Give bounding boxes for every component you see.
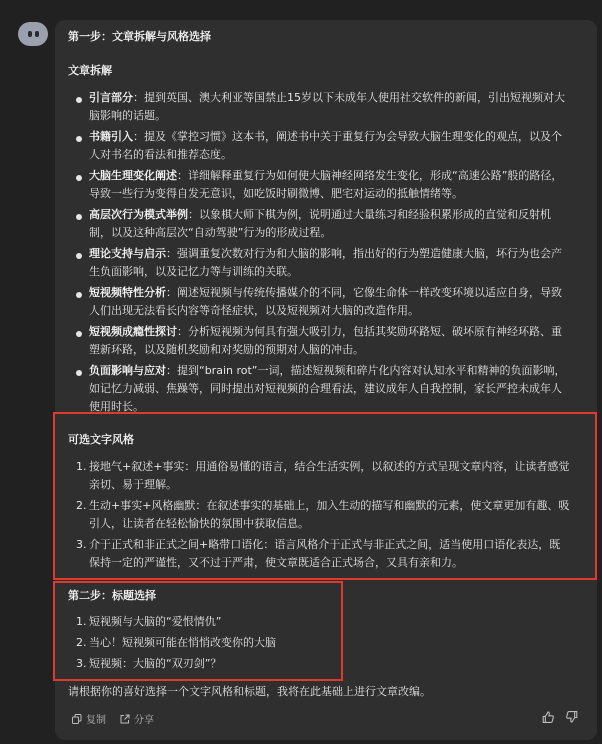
copy-icon bbox=[72, 714, 82, 724]
assistant-avatar bbox=[18, 22, 48, 46]
item-label: 大脑生理变化阐述 bbox=[89, 169, 177, 182]
thumbs-up-icon bbox=[542, 711, 554, 723]
item-text: 导致一些行为变得自发无意识，如吃饭时刷微博、肥宅对运动的抵触情绪等。 bbox=[89, 187, 463, 200]
share-button[interactable] bbox=[120, 711, 154, 726]
thumbs-down-icon bbox=[566, 711, 578, 723]
list-number: 2. bbox=[76, 499, 87, 512]
item-label: 高层次行为模式举例 bbox=[89, 208, 188, 221]
style-text: 保持一定的严谨性，又不过于严肃，使文章既适合正式场合，又具有亲和力。 bbox=[89, 556, 463, 569]
closing-text: 请根据你的喜好选择一个文字风格和标题，我将在此基础上进行文章改编。 bbox=[68, 685, 431, 698]
item-text: ：提到英国、澳大利亚等国禁止15岁以下未成年人使用社交软件的新闻，引出短视频对大 bbox=[133, 91, 565, 104]
title-text: 短视频与大脑的“爱恨情仇” bbox=[89, 615, 222, 628]
step2-title: 第二步：标题选择 bbox=[68, 589, 156, 602]
item-label: 短视频成瘾性探讨 bbox=[89, 325, 177, 338]
item-text: 脑影响的话题。 bbox=[89, 109, 166, 122]
item-text: ：以象棋大师下棋为例，说明通过大量练习和经验积累形成的直觉和反射机 bbox=[188, 208, 551, 221]
bullet-dot bbox=[76, 175, 82, 181]
style-option bbox=[89, 497, 589, 533]
item-text: 人对书名的看法和推荐态度。 bbox=[89, 148, 232, 161]
breakdown-item bbox=[89, 128, 589, 164]
item-label: 书籍引入 bbox=[89, 130, 133, 143]
avatar-eye-left bbox=[28, 31, 32, 37]
breakdown-item bbox=[89, 167, 589, 203]
list-number: 2. bbox=[76, 636, 87, 649]
list-number: 1. bbox=[76, 615, 87, 628]
bullet-dot bbox=[76, 253, 82, 259]
title-option bbox=[89, 613, 589, 631]
avatar-eye-right bbox=[35, 31, 39, 37]
thumbs-up-button[interactable] bbox=[542, 711, 554, 723]
breakdown-item bbox=[89, 284, 589, 320]
title-option bbox=[89, 655, 589, 673]
item-text: ：详细解释重复行为如何使大脑神经网络发生变化，形成“高速公路”般的路径， bbox=[177, 169, 563, 182]
style-option bbox=[89, 458, 589, 494]
style-text: 引人，让读者在轻松愉快的氛围中获取信息。 bbox=[89, 517, 309, 530]
style-option bbox=[89, 536, 589, 572]
breakdown-item bbox=[89, 362, 589, 416]
item-text: 塑新环路，以及随机奖励和对奖励的预期对人脑的冲击。 bbox=[89, 343, 364, 356]
bullet-dot bbox=[76, 97, 82, 103]
breakdown-item bbox=[89, 89, 589, 125]
style-text: 亲切、易于理解。 bbox=[89, 478, 177, 491]
share-label: 分享 bbox=[134, 715, 154, 726]
item-text: 生负面影响，以及记忆力等与训练的关联。 bbox=[89, 265, 298, 278]
breakdown-item bbox=[89, 245, 589, 281]
style-text: 生动+事实+风格幽默：在叙述事实的基础上，加入生动的描写和幽默的元素，使文章更加有趣、吸 bbox=[89, 499, 570, 512]
breakdown-heading: 文章拆解 bbox=[68, 64, 112, 77]
title-option bbox=[89, 634, 589, 652]
item-label: 短视频特性分析 bbox=[89, 286, 166, 299]
item-text: 人们出现无法看长内容等奇怪症状，以及短视频对大脑的改造作用。 bbox=[89, 304, 419, 317]
title-text: 短视频：大脑的“双刃剑”？ bbox=[89, 657, 222, 670]
item-text: 如记忆力减弱、焦躁等，同时提出对短视频的合理看法，建议成年人自我控制，家长严控未成年人 bbox=[89, 382, 562, 395]
list-number: 1. bbox=[76, 460, 87, 473]
breakdown-item bbox=[89, 206, 589, 242]
step1-title: 第一步：文章拆解与风格选择 bbox=[68, 30, 211, 43]
item-label: 引言部分 bbox=[89, 91, 133, 104]
item-text: ：提到“brain rot”一词，描述短视频和碎片化内容对认知水平和精神的负面影响， bbox=[166, 364, 566, 377]
share-icon bbox=[120, 714, 130, 724]
item-label: 理论支持与启示 bbox=[89, 247, 166, 260]
styles-heading: 可选文字风格 bbox=[68, 433, 134, 446]
style-text: 接地气+叙述+事实：用通俗易懂的语言，结合生活实例，以叙述的方式呈现文章内容，让读者感觉 bbox=[89, 460, 570, 473]
bullet-dot bbox=[76, 331, 82, 337]
item-text: 制，以及这种高层次“自动驾驶”行为的形成过程。 bbox=[89, 226, 332, 239]
title-text: 当心！短视频可能在悄悄改变你的大脑 bbox=[89, 636, 276, 649]
bullet-dot bbox=[76, 214, 82, 220]
list-number: 3. bbox=[76, 538, 87, 551]
bullet-dot bbox=[76, 370, 82, 376]
bullet-dot bbox=[76, 292, 82, 298]
item-text: ：阐述短视频与传统传播媒介的不同，它像生命体一样改变环境以适应自身，导致 bbox=[166, 286, 562, 299]
item-text: ：强调重复次数对行为和大脑的影响，指出好的行为塑造健康大脑，坏行为也会产 bbox=[166, 247, 562, 260]
breakdown-item bbox=[89, 323, 589, 359]
thumbs-down-button[interactable] bbox=[566, 711, 578, 723]
copy-button[interactable] bbox=[72, 711, 106, 726]
item-text: ：提及《掌控习惯》这本书，阐述书中关于重复行为会导致大脑生理变化的观点，以及个 bbox=[133, 130, 562, 143]
item-text: ：分析短视频为何具有强大吸引力，包括其奖励环路短、破坏原有神经环路、重 bbox=[177, 325, 562, 338]
copy-label: 复制 bbox=[86, 715, 106, 726]
item-text: 使用时长。 bbox=[89, 400, 144, 413]
bullet-dot bbox=[76, 136, 82, 142]
list-number: 3. bbox=[76, 657, 87, 670]
item-label: 负面影响与应对 bbox=[89, 364, 166, 377]
style-text: 介于正式和非正式之间+略带口语化：语言风格介于正式与非正式之间，适当使用口语化表达，既 bbox=[89, 538, 561, 551]
